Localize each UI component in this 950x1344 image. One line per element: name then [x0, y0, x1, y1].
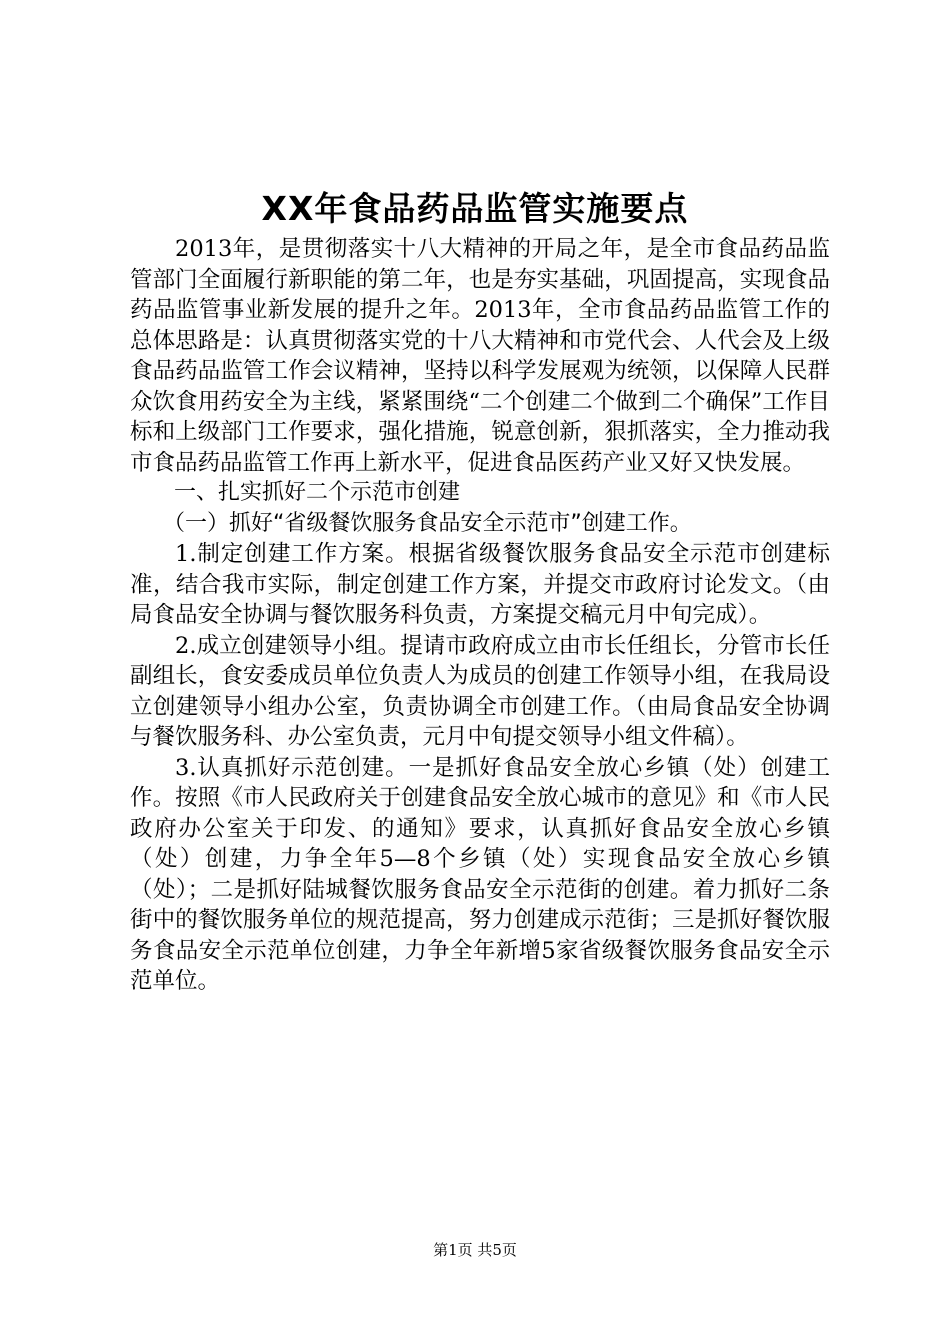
item-paragraph-3: 3.认真抓好示范创建。一是抓好食品安全放心乡镇（处）创建工作。按照《市人民政府关于创建食品安全放心城市的意见》和《市人民政府办公室关于印发、的通知》要求，认真抓好食品安全放心乡镇（处）创建，力争全年5—8个乡镇（处）实现食品安全放心乡镇（处）；二是抓好陆城餐饮服务食品安全示范街的创建。着力抓好二条街中的餐饮服务单位的规范提高，努力创建成示范街；三是抓好餐饮服务食品安全示范单位创建，力争全年新增5家省级餐饮服务食品安全示范单位。	[130, 754, 830, 994]
item-paragraph-1: 1.制定创建工作方案。根据省级餐饮服务食品安全示范市创建标准，结合我市实际，制定创建工作方案，并提交市政府讨论发文。（由局食品安全协调与餐饮服务科负责，方案提交稿元月中旬完成）。	[130, 541, 830, 628]
document-title: XX年食品药品监管实施要点	[261, 189, 689, 228]
subsection-heading: （一）抓好“省级餐饮服务食品安全示范市”创建工作。	[163, 510, 692, 536]
item-paragraph-2: 2.成立创建领导小组。提请市政府成立由市长任组长，分管市长任副组长，食安委成员单位负责人为成员的创建工作领导小组，在我局设立创建领导小组办公室，负责协调全市创建工作。（由局食品安全协调与餐饮服务科、办公室负责，元月中旬提交领导小组文件稿）。	[130, 632, 830, 750]
document-body	[130, 234, 830, 997]
intro-paragraph: 2013年，是贯彻落实十八大精神的开局之年，是全市食品药品监管部门全面履行新职能的第二年，也是夯实基础，巩固提高，实现食品药品监管事业新发展的提升之年。2013年，全市食品药品监管工作的总体思路是：认真贯彻落实党的十八大精神和市党代会、人代会及上级食品药品监管工作会议精神，坚持以科学发展观为统领，以保障人民群众饮食用药安全为主线，紧紧围绕“二个创建二个做到二个确保”工作目标和上级部门工作要求，强化措施，锐意创新，狠抓落实，全力推动我市食品药品监管工作再上新水平，促进食品医药产业又好又快发展。	[130, 236, 830, 476]
page-number-footer: 第1页 共5页	[433, 1241, 517, 1259]
section-heading: 一、扎实抓好二个示范市创建	[174, 480, 461, 505]
